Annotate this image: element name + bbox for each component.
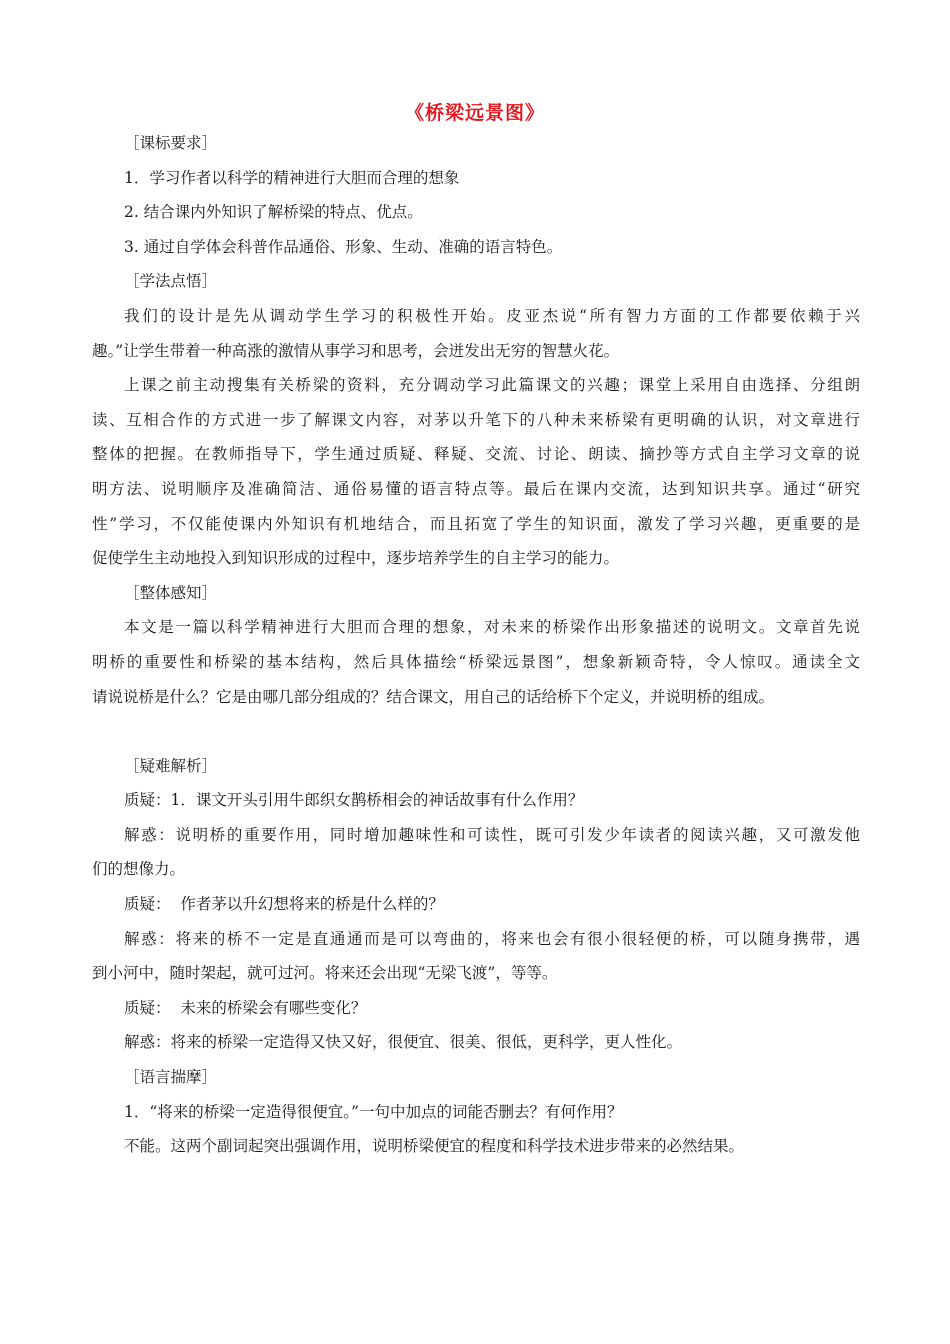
kebiao-item-2: 2. 结合课内外知识了解桥梁的特点、优点。 (124, 203, 423, 222)
xuefa-para2-line: 性”学习，不仅能使课内外知识有机地结合，而且拓宽了学生的知识面，激发了学习兴趣，更重要的是 (92, 514, 860, 533)
xuefa-para1-line: 我们的设计是先从调动学生学习的积极性开始。皮亚杰说“所有智力方面的工作都要依赖于兴 (124, 306, 860, 325)
section-heading-kebiao: ［课标要求］ (124, 134, 218, 152)
yinan-question-2: 质疑： 作者茅以升幻想将来的桥是什么样的？ (124, 895, 444, 914)
yuyan-question-1: 1．“将来的桥梁一定造得很便宜。”一句中加点的词能否删去？有何作用？ (124, 1102, 623, 1121)
section-heading-yuyan: ［语言揣摩］ (124, 1068, 218, 1087)
yinan-question-3: 质疑： 未来的桥梁会有哪些变化？ (124, 998, 367, 1017)
document-title: 《桥梁远景图》 (404, 102, 545, 124)
section-heading-zhengti: ［整体感知］ (124, 583, 218, 602)
section-heading-xuefa: ［学法点悟］ (124, 272, 218, 291)
yinan-question-1: 质疑：1．课文开头引用牛郎织女鹊桥相会的神话故事有什么作用？ (124, 791, 584, 810)
kebiao-item-1: 1．学习作者以科学的精神进行大胆而合理的想象 (124, 168, 460, 187)
zhengti-para-line: 明桥的重要性和桥梁的基本结构，然后具体描绘“桥梁远景图”，想象新颖奇特，令人惊叹。通读全文 (92, 652, 860, 671)
yinan-answer-1-line: 们的想像力。 (92, 860, 186, 879)
xuefa-para2-line: 整体的把握。在教师指导下，学生通过质疑、释疑、交流、讨论、朗读、摘抄等方式自主学习文章的说 (92, 445, 860, 464)
blank-line (92, 714, 860, 749)
yinan-answer-2-line: 解惑：将来的桥不一定是直通通而是可以弯曲的，将来也会有很小很轻便的桥，可以随身携带，遇 (124, 929, 860, 948)
yuyan-answer-1: 不能。这两个副词起突出强调作用，说明桥梁便宜的程度和科学技术进步带来的必然结果。 (124, 1137, 745, 1156)
kebiao-item-3: 3. 通过自学体会科普作品通俗、形象、生动、准确的语言特色。 (124, 237, 563, 256)
xuefa-para2-line: 明方法、说明顺序及准确简洁、通俗易懂的语言特点等。最后在课内交流，达到知识共享。通过“研究 (92, 479, 860, 498)
yinan-answer-3: 解惑：将来的桥梁一定造得又快又好，很便宜、很美、很低，更科学，更人性化。 (124, 1033, 683, 1052)
xuefa-para2-line: 读、互相合作的方式进一步了解课文内容，对茅以升笔下的八种未来桥梁有更明确的认识，对文章进行 (92, 410, 860, 429)
zhengti-para-line: 请说说桥是什么？它是由哪几部分组成的？结合课文，用自己的话给桥下个定义，并说明桥的组成。 (92, 687, 775, 706)
yinan-answer-2-line: 到小河中，随时架起，就可过河。将来还会出现“无梁飞渡”，等等。 (92, 964, 558, 983)
document-body (92, 126, 860, 1164)
xuefa-para2-line: 上课之前主动搜集有关桥梁的资料，充分调动学习此篇课文的兴趣；课堂上采用自由选择、分组朗 (124, 376, 860, 395)
xuefa-para1-line: 趣。”让学生带着一种高涨的激情从事学习和思考，会迸发出无穷的智慧火花。 (92, 341, 620, 360)
yinan-answer-1-line: 解惑：说明桥的重要作用，同时增加趣味性和可读性，既可引发少年读者的阅读兴趣，又可激发他 (124, 825, 860, 844)
zhengti-para-line: 本文是一篇以科学精神进行大胆而合理的想象，对未来的桥梁作出形象描述的说明文。文章首先说 (124, 618, 860, 637)
xuefa-para2-line: 促使学生主动地投入到知识形成的过程中，逐步培养学生的自主学习的能力。 (92, 549, 620, 568)
section-heading-yinan: ［疑难解析］ (124, 756, 218, 775)
